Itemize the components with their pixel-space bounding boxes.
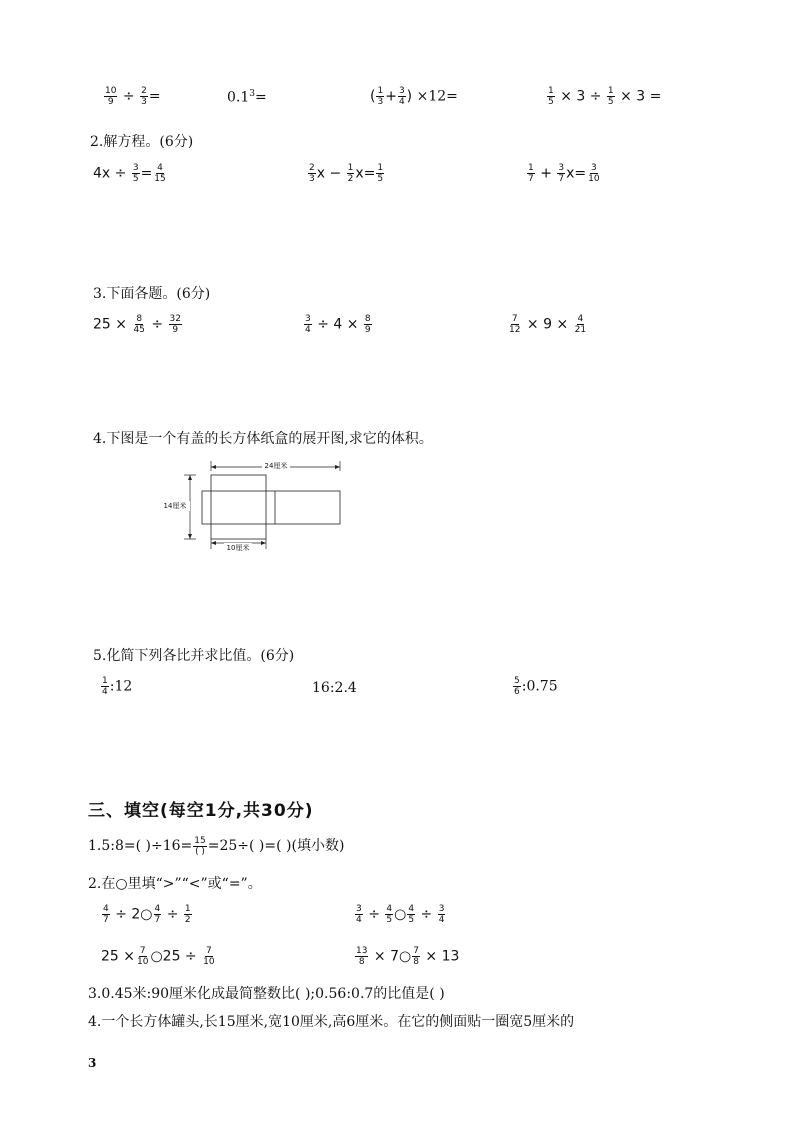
fraction: $\frac{1}{5}$ — [607, 86, 614, 107]
calc-2: $0.1^3=$ — [227, 89, 267, 106]
fraction: $\frac{3}{5}$ — [132, 163, 139, 184]
top-dimension-label: 24厘米 — [264, 462, 288, 470]
fraction: $\frac{3}{4}$ — [438, 904, 445, 925]
question-3-title: 3.下面各题。(6分) — [93, 286, 211, 302]
fraction: $\frac{1}{3}$ — [377, 86, 384, 107]
equation-2: $\frac{2}{3}$ x − $\frac{1}{2}$ x= $\frac{1}{5}$ — [309, 163, 384, 184]
fraction: $\frac{7}{10}$ — [203, 946, 215, 967]
equation-1: 4x ÷ $\frac{3}{5}$ = $\frac{4}{15}$ — [93, 163, 166, 184]
compare-2: $\frac{3}{4}$ ÷ $\frac{4}{5}$ ○ $\frac{4}{5}$ ÷ $\frac{3}{4}$ — [356, 904, 445, 925]
fraction: $\frac{4}{5}$ — [408, 904, 415, 925]
fraction: $\frac{32}{9}$ — [169, 314, 181, 335]
fill-question-1: 1.5:8=( )÷16= $\frac{15}{( )}$ =25÷( )=( )(填小数) — [88, 835, 345, 857]
calc-1: $\frac{10}{9}$ ÷ $\frac{2}{3}$ = — [105, 86, 161, 107]
fraction: $\frac{1}{5}$ — [548, 86, 554, 107]
question-2-title: 2.解方程。(6分) — [90, 134, 194, 150]
question-4-title: 4.下图是一个有盖的长方体纸盒的展开图,求它的体积。 — [93, 431, 433, 447]
bottom-dimension-label: 10厘米 — [226, 544, 250, 552]
fraction: $\frac{4}{5}$ — [386, 904, 393, 925]
fraction: $\frac{4}{21}$ — [574, 314, 587, 335]
fraction: $\frac{3}{7}$ — [558, 163, 565, 184]
fraction: $\frac{4}{15}$ — [154, 163, 166, 184]
fraction: $\frac{13}{8}$ — [356, 946, 368, 967]
box-net-diagram — [160, 457, 350, 557]
fraction: $\frac{2}{3}$ — [141, 86, 147, 107]
ratio-1: $\frac{1}{4}$ :12 — [102, 676, 133, 697]
fraction: $\frac{1}{5}$ — [377, 163, 384, 184]
fraction: $\frac{4}{7}$ — [103, 904, 109, 925]
fraction: $\frac{1}{2}$ — [184, 904, 191, 925]
fraction: $\frac{5}{6}$ — [514, 676, 520, 697]
expression-2: $\frac{3}{4}$ ÷ 4 × $\frac{8}{9}$ — [305, 314, 371, 335]
fraction: $\frac{3}{4}$ — [356, 904, 362, 925]
expression-3: $\frac{7}{12}$ × 9 × $\frac{4}{21}$ — [509, 314, 587, 335]
fraction: $\frac{15}{( )}$ — [194, 835, 206, 857]
fraction: $\frac{3}{10}$ — [588, 163, 600, 184]
fraction: $\frac{1}{4}$ — [102, 676, 108, 697]
fraction: $\frac{2}{3}$ — [309, 163, 315, 184]
compare-1: $\frac{4}{7}$ ÷ 2○ $\frac{4}{7}$ ÷ $\frac{1}{2}$ — [103, 904, 191, 925]
fraction: $\frac{4}{7}$ — [154, 904, 161, 925]
ratio-2: 16:2.4 — [312, 680, 357, 696]
fill-question-2-title: 2.在○里填“>”“<”或“=”。 — [88, 876, 262, 892]
fraction: $\frac{3}{4}$ — [305, 314, 311, 335]
fraction: $\frac{8}{45}$ — [133, 314, 145, 335]
expression-1: 25 × $\frac{8}{45}$ ÷ $\frac{32}{9}$ — [93, 314, 181, 335]
fill-question-4: 4.一个长方体罐头,长15厘米,宽10厘米,高6厘米。在它的侧面贴一圈宽5厘米的 — [88, 1014, 575, 1030]
calc-3: ( $\frac{1}{3}$ + $\frac{3}{4}$ ) ×12= — [370, 86, 458, 107]
left-dimension-label: 14厘米 — [163, 502, 187, 510]
ratio-3: $\frac{5}{6}$ :0.75 — [514, 676, 558, 697]
page-number: 3 — [88, 1056, 97, 1070]
compare-4: $\frac{13}{8}$ × 7○ $\frac{7}{8}$ × 13 — [356, 946, 460, 967]
fraction: $\frac{7}{12}$ — [509, 314, 521, 335]
calc-4: $\frac{1}{5}$ × 3 ÷ $\frac{1}{5}$ × 3 = — [548, 86, 662, 107]
fraction: $\frac{7}{10}$ — [137, 946, 149, 967]
fraction: $\frac{1}{2}$ — [347, 163, 354, 184]
fill-question-3: 3.0.45米:90厘米化成最简整数比( );0.56:0.7的比值是( ) — [88, 986, 445, 1002]
fraction: $\frac{7}{8}$ — [413, 946, 419, 967]
question-5-title: 5.化简下列各比并求比值。(6分) — [93, 648, 295, 664]
section-3-heading: 三、填空(每空1分,共30分) — [88, 801, 314, 821]
fraction: $\frac{10}{9}$ — [105, 86, 117, 107]
equation-3: $\frac{1}{7}$ + $\frac{3}{7}$ x= $\frac{3}{10}$ — [528, 163, 600, 184]
fraction: $\frac{1}{7}$ — [528, 163, 534, 184]
fraction: $\frac{8}{9}$ — [364, 314, 371, 335]
compare-3: 25 × $\frac{7}{10}$ ○25 ÷ $\frac{7}{10}$ — [101, 946, 215, 967]
fraction: $\frac{3}{4}$ — [398, 86, 405, 107]
